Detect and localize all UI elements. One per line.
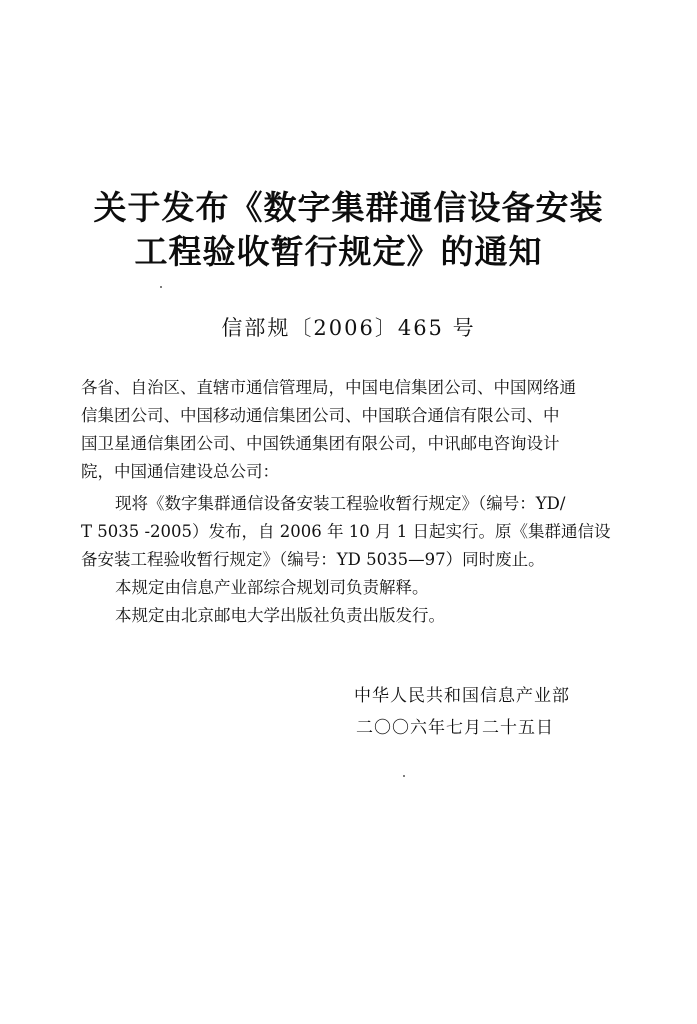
scan-speck	[160, 286, 162, 288]
body-paragraph-1-line-1: 现将《数字集群通信设备安装工程验收暂行规定》（编号：YD/	[115, 494, 566, 513]
addressee-line-2: 信集团公司、中国移动通信集团公司、中国联合通信有限公司、中	[81, 406, 560, 425]
scan-speck	[403, 775, 405, 777]
body-paragraph-3: 本规定由北京邮电大学出版社负责出版发行。	[115, 606, 445, 625]
addressee-line-3: 国卫星通信集团公司、中国铁通集团有限公司，中讯邮电咨询设计	[81, 434, 560, 453]
signature-date: 二〇〇六年七月二十五日	[356, 718, 554, 738]
notice-title-line-2: 工程验收暂行规定》的通知	[134, 232, 543, 271]
body-paragraph-2: 本规定由信息产业部综合规划司负责解释。	[115, 578, 429, 597]
document-number: 信部规〔2006〕465 号	[221, 316, 476, 340]
addressee-line-1: 各省、自治区、直辖市通信管理局，中国电信集团公司、中国网络通	[81, 378, 576, 397]
body-paragraph-1-line-3: 备安装工程验收暂行规定》（编号：YD 5035—97）同时废止。	[81, 550, 545, 569]
body-paragraph-1-line-2: T 5035 -2005）发布，自 2006 年 10 月 1 日起实行。原《集群通信设	[81, 522, 611, 541]
notice-title-line-1: 关于发布《数字集群通信设备安装	[93, 188, 604, 227]
signature-organization: 中华人民共和国信息产业部	[354, 686, 570, 706]
addressee-line-4: 院，中国通信建设总公司：	[81, 462, 279, 481]
